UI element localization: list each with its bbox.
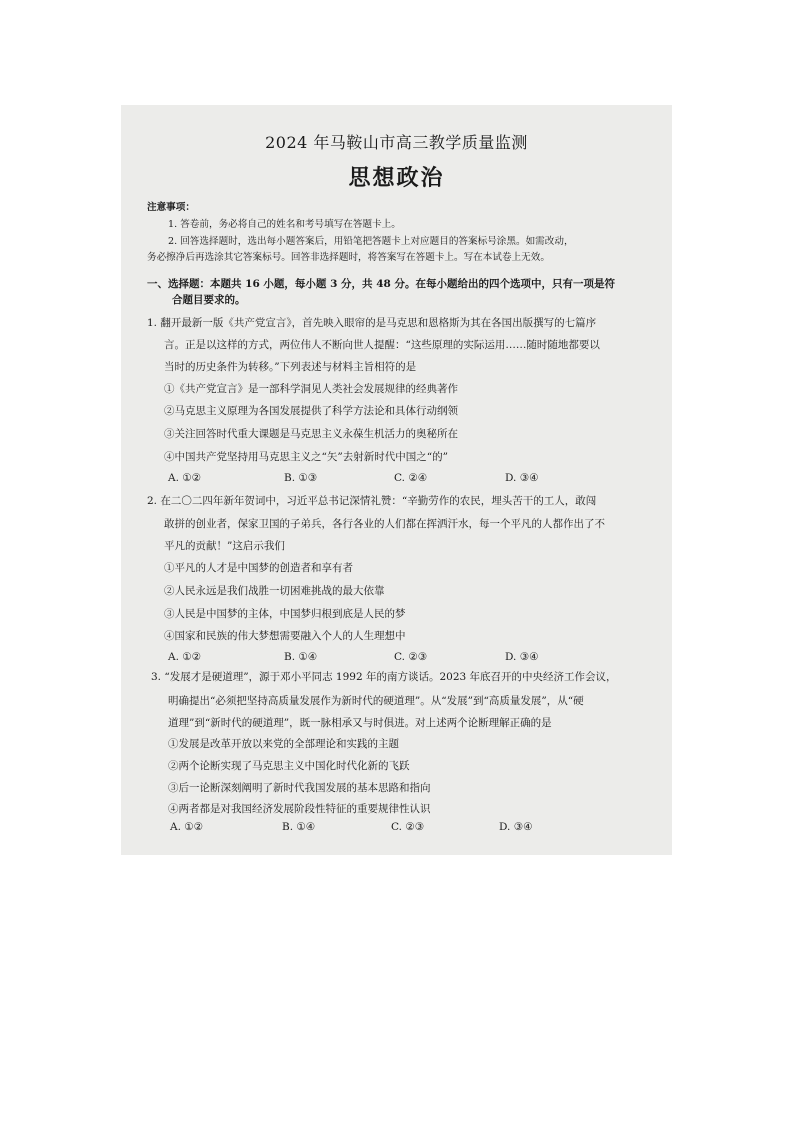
question-2-statement-4: ④国家和民族的伟大梦想需要融入个人的人生理想中 (164, 630, 406, 642)
question-3-statement-4: ④两者都是对我国经济发展阶段性特征的重要规律性认识 (168, 803, 431, 815)
question-2-option-d: D. ③④ (505, 651, 539, 663)
question-3-line-3: 道理”到“新时代的硬道理”，既一脉相承又与时俱进。对上述两个论断理解正确的是 (168, 717, 552, 729)
question-2-line-2: 敢拼的创业者，保家卫国的子弟兵，各行各业的人们都在挥洒汗水，每一个平凡的人都作出了不 (164, 518, 605, 530)
subject-title: 思想政治 (348, 165, 445, 191)
question-2-option-a: A. ①② (168, 651, 202, 663)
question-1-option-d: D. ③④ (505, 472, 539, 484)
question-1-option-b: B. ①③ (284, 472, 318, 484)
notes-heading: 注意事项： (147, 202, 195, 213)
question-3-option-a: A. ①② (170, 821, 204, 833)
question-1-statement-1: ①《共产党宣言》是一部科学洞见人类社会发展规律的经典著作 (164, 383, 458, 395)
question-1-line-2: 言。正是以这样的方式，两位伟人不断向世人提醒：“这些原理的实际运用……随时随地都要以 (164, 339, 600, 351)
question-3-line-1: 3. “发展才是硬道理”，源于邓小平同志 1992 年的南方谈话。2023 年底召开的中央经济工作会议， (151, 671, 617, 683)
question-1-option-c: C. ②④ (394, 472, 428, 484)
question-1-statement-3: ③关注回答时代重大课题是马克思主义永葆生机活力的奥秘所在 (164, 428, 458, 440)
question-1-statement-4: ④中国共产党坚持用马克思主义之“矢”去射新时代中国之“的” (164, 451, 448, 463)
question-2-line-3: 平凡的贡献！”这启示我们 (164, 540, 285, 552)
question-2-statement-3: ③人民是中国梦的主体，中国梦归根到底是人民的梦 (164, 608, 406, 620)
notes-item-2-line-2: 务必擦净后再选涂其它答案标号。回答非选择题时，将答案写在答题卡上。写在本试卷上无效。 (147, 252, 550, 263)
question-2-line-1: 2. 在二〇二四年新年贺词中，习近平总书记深情礼赞：“辛勤劳作的农民，埋头苦干的工人，敢闯 (147, 495, 597, 507)
question-2-statement-1: ①平凡的人才是中国梦的创造者和享有者 (164, 562, 353, 574)
question-2-option-c: C. ②③ (394, 651, 428, 663)
question-1-statement-2: ②马克思主义原理为各国发展提供了科学方法论和具体行动纲领 (164, 405, 458, 417)
notes-item-1: 1. 答卷前，务必将自己的姓名和考号填写在答题卡上。 (168, 219, 401, 230)
question-3-statement-1: ①发展是改革开放以来党的全部理论和实践的主题 (168, 738, 399, 750)
section-heading-line-1: 一、选择题：本题共 16 小题，每小题 3 分，共 48 分。在每小题给出的四个选项中，只有一项是符 (147, 278, 615, 290)
question-3-option-d: D. ③④ (499, 821, 533, 833)
question-3-statement-2: ②两个论断实现了马克思主义中国化时代化新的飞跃 (168, 760, 410, 772)
exam-paper-photo (121, 105, 672, 855)
question-1-line-1: 1. 翻开最新一版《共产党宣言》，首先映入眼帘的是马克思和恩格斯为其在各国出版撰写的七篇序 (147, 317, 597, 329)
question-3-option-b: B. ①④ (282, 821, 316, 833)
question-2-option-b: B. ①④ (284, 651, 318, 663)
question-3-line-2: 明确提出“必须把坚持高质量发展作为新时代的硬道理”。从“发展”到“高质量发展”，从“硬 (168, 695, 584, 707)
question-3-option-c: C. ②③ (391, 821, 425, 833)
notes-item-2-line-1: 2. 回答选择题时，选出每小题答案后，用铅笔把答题卡上对应题目的答案标号涂黑。如需改动， (168, 236, 574, 247)
exam-title: 2024 年马鞍山市高三教学质量监测 (265, 133, 528, 152)
question-1-option-a: A. ①② (168, 472, 202, 484)
section-heading-line-2: 合题目要求的。 (172, 294, 246, 306)
question-1-line-3: 当时的历史条件为转移。”下列表述与材料主旨相符的是 (164, 361, 417, 373)
question-3-statement-3: ③后一论断深刻阐明了新时代我国发展的基本思路和指向 (168, 782, 431, 794)
question-2-statement-2: ②人民永远是我们战胜一切困难挑战的最大依靠 (164, 585, 385, 597)
